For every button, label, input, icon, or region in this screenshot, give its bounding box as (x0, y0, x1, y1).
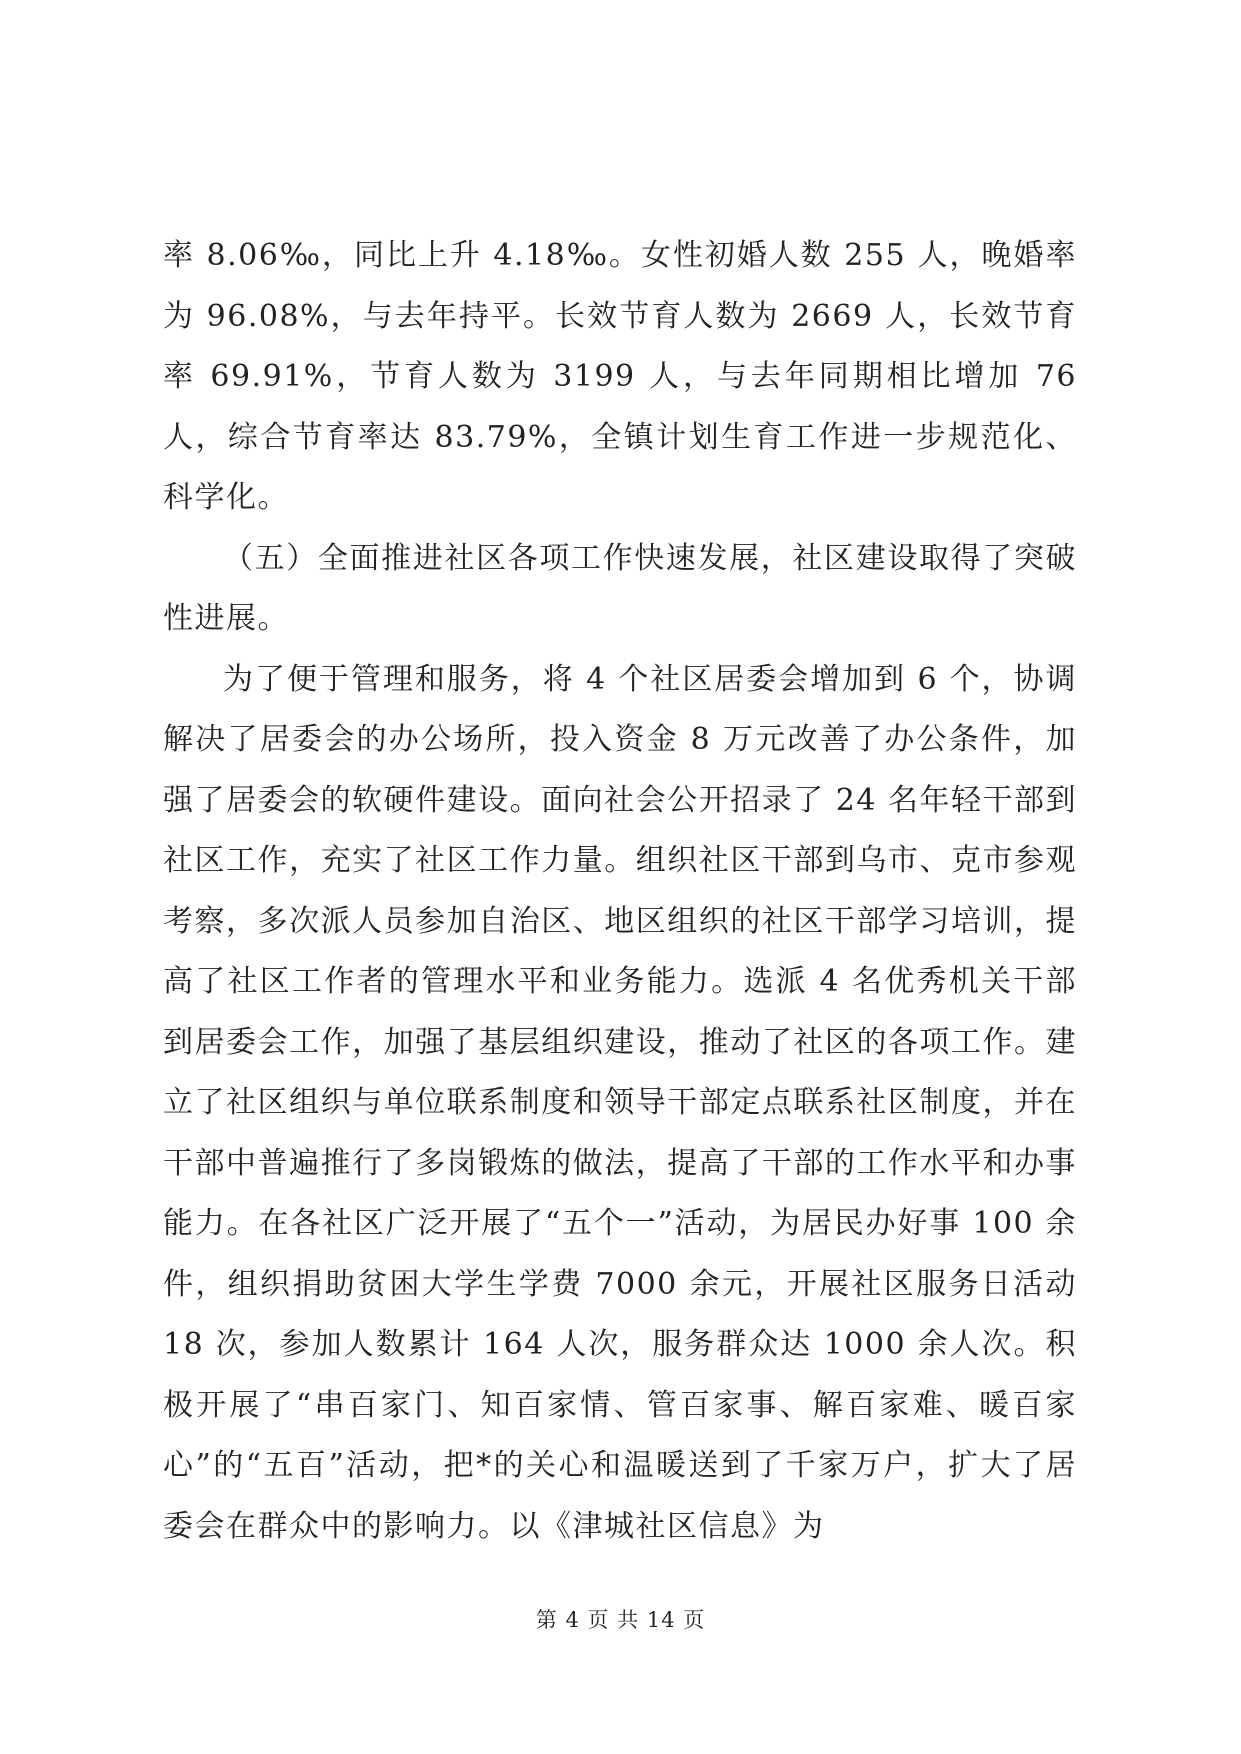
page-number-footer: 第 4 页 共 14 页 (535, 1608, 706, 1632)
paragraph-community-work: 为了便于管理和服务，将 4 个社区居委会增加到 6 个，协调解决了居委会的办公场所，投入资金 8 万元改善了办公条件，加强了居委会的软硬件建设。面向社会公开招录了 24 名年轻干部到社区工作，充实了社区工作力量。组织社区干部到乌市、克市参观考察，多次派人员参加自治区、地区组织的社区干部学习培训，提高了社区工作者的管理水平和业务能力。选派 4 名优秀机关干部到居委会工作，加强了基层组织建设，推动了社区的各项工作。建立了社区组织与单位联系制度和领导干部定点联系社区制度，并在干部中普遍推行了多岗锻炼的做法，提高了干部的工作水平和办事能力。在各社区广泛开展了“五个一”活动，为居民办好事 100 余件，组织捐助贫困大学生学费 7000 余元，开展社区服务日活动 18 次，参加人数累计 164 人次，服务群众达 1000 余人次。积极开展了“串百家门、知百家情、管百家事、解百家难、暖百家心”的“五百”活动，把*的关心和温暖送到了千家万户，扩大了居委会在群众中的影响力。以《津城社区信息》为 (163, 661, 1077, 1544)
paragraph-section-five-heading: （五）全面推进社区各项工作快速发展，社区建设取得了突破性进展。 (163, 540, 1077, 636)
document-body (163, 226, 1077, 1557)
paragraph-family-planning-continued: 率 8.06‰，同比上升 4.18‰。女性初婚人数 255 人，晚婚率为 96.08%，与去年持平。长效节育人数为 2669 人，长效节育率 69.91%，节育人数为 3199 人，与去年同期相比增加 76 人，综合节育率达 83.79%，全镇计划生育工作进一步规范化、科学化。 (163, 238, 1077, 515)
